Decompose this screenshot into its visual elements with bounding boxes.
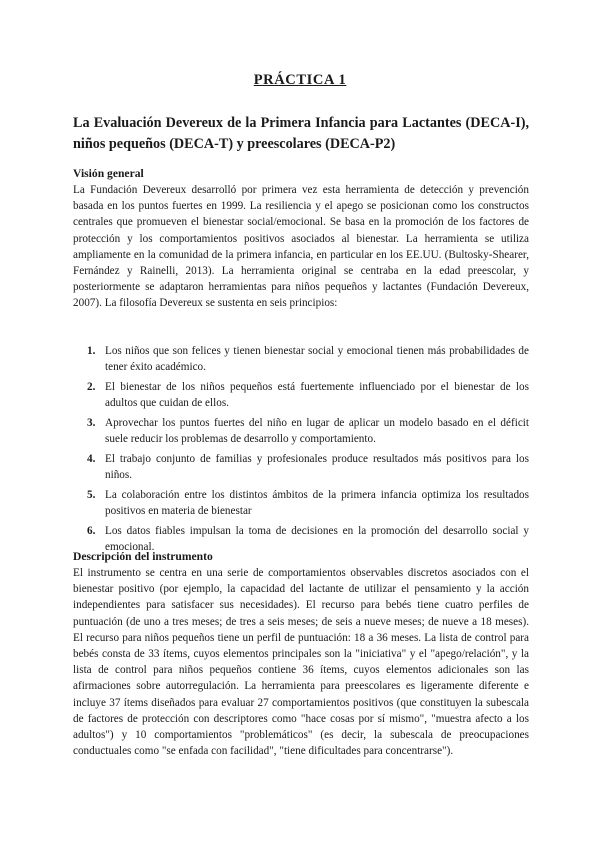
list-item-number: 5. [87, 488, 96, 501]
instrument-heading: Descripción del instrumento [73, 550, 213, 563]
list-item [73, 379, 529, 411]
list-item-text: Aprovechar los puntos fuertes del niño en lugar de aplicar un modelo basado en el déficit suele reducir los problemas de desarrollo y comportamiento. [105, 416, 529, 446]
list-item-text: La colaboración entre los distintos ámbitos de la primera infancia optimiza los resultados positivos en materia de bienestar [105, 488, 529, 517]
overview-paragraph: La Fundación Devereux desarrolló por primera vez esta herramienta de detección y prevención basada en los puntos fuertes en 1999. La resiliencia y el apego se posicionan como los constructos centrales que promueven el bienestar social/emocional. Se basa en la promoción de los factores de protección y los comportamientos positivos asociados al bienestar. La herramienta se utiliza ampliamente en la comunidad de la primera infancia, en particular en los EE.UU. (Bultosky-Shearer, Fernández y Rainelli, 2013). La herramienta original se centraba en la edad preescolar, y posteriormente se adaptaron herramientas para niños pequeños y lactantes (Fundación Devereux, 2007). La filosofía Devereux se sustenta en seis principios: [73, 184, 529, 310]
list-item [73, 343, 529, 375]
list-item-text: Los datos fiables impulsan la toma de decisiones en la promoción del desarrollo social y emocional. [105, 524, 529, 553]
list-item-number: 4. [87, 452, 96, 465]
list-item [73, 451, 529, 483]
list-item [73, 487, 529, 519]
overview-section [73, 166, 529, 312]
list-item-text: Los niños que son felices y tienen bienestar social y emocional tienen más probabilidades de tener éxito académico. [105, 345, 529, 374]
list-item-number: 2. [87, 380, 96, 393]
principles-list [73, 343, 529, 558]
list-item-number: 6. [87, 524, 96, 537]
list-item-text: El bienestar de los niños pequeños está fuertemente influenciado por el bienestar de los adultos que cuidan de ellos. [105, 380, 529, 410]
instrument-section [73, 549, 529, 759]
list-item-number: 1. [87, 345, 96, 357]
page-title: PRÁCTICA 1 [253, 72, 347, 88]
list-item-text: El trabajo conjunto de familias y profesionales produce resultados más positivos para los niños. [105, 452, 529, 481]
overview-heading: Visión general [73, 167, 144, 180]
instrument-paragraph: El instrumento se centra en una serie de comportamientos observables discretos asociados con el bienestar positivo (por ejemplo, la capacidad del lactante de utilizar el pensamiento y la acción independientes para satisfacer sus necesidades). El recurso para bebés tiene cuatro perfiles de puntuación (de uno a tres meses; de tres a seis meses; de seis a nueve meses; de nueve a 18 meses). El recurso para niños pequeños tiene un perfil de puntuación: 18 a 36 meses. La lista de control para bebés consta de 33 ítems, cuyos elementos principales son la "iniciativa" y el "apego/relación", y la lista de control para niños pequeños contiene 36 ítems, cuyos elementos adicionales son las afirmaciones sobre autorregulación. La herramienta para preescolares es ligeramente diferente e incluye 37 ítems diseñados para evaluar 27 comportamientos positivos (que constituyen la subescala de factores de protección con descriptores como "hace cosas por sí mismo", "muestra afecto a los adultos") y 10 comportamientos "problemáticos" (es decir, la subescala de preocupaciones conductuales como "se enfada con facilidad", "tiene dificultades para concentrarse"). [73, 567, 529, 758]
document-subtitle: La Evaluación Devereux de la Primera Infancia para Lactantes (DECA-I), niños pequeños (DECA-T) y preescolares (DECA-P2) [73, 115, 529, 152]
list-item-number: 3. [87, 416, 96, 429]
list-item [73, 415, 529, 447]
